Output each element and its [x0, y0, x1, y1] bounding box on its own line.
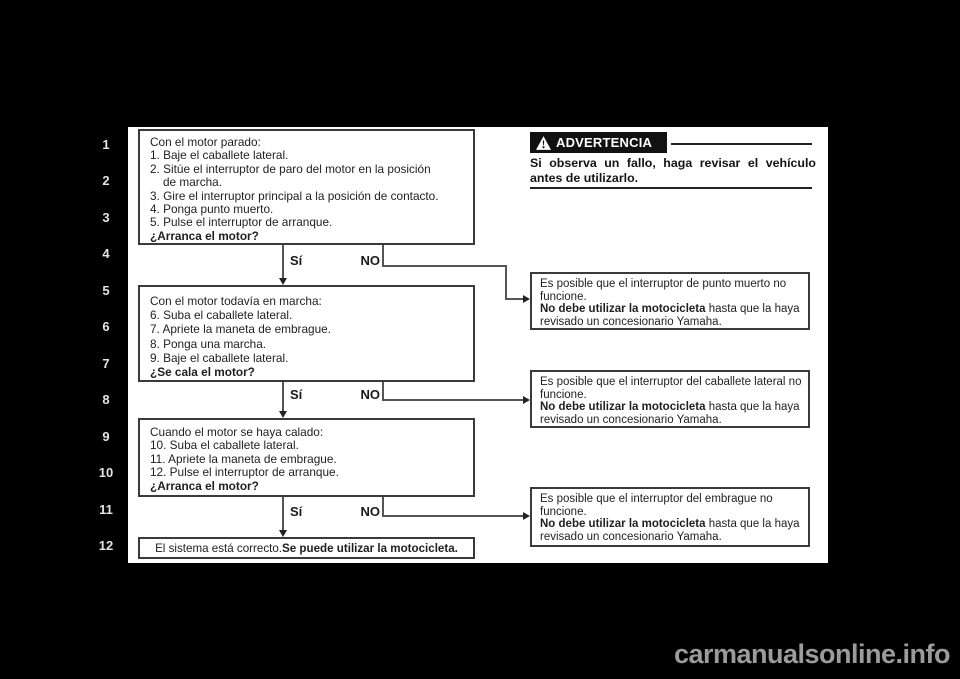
connector-yes-2	[282, 382, 284, 411]
chapter-tab-6: 6	[102, 319, 110, 335]
chapter-tab-8: 8	[102, 392, 110, 408]
connector-no-1a	[382, 245, 384, 267]
step-line: 8. Ponga una marcha.	[150, 336, 267, 351]
outcome-bold: No debe utilizar la motocicleta	[540, 518, 706, 531]
step-line: 7. Apriete la maneta de embrague.	[150, 322, 332, 337]
step-line: 2. Sitúe el interruptor de paro del motor en la posición	[150, 161, 431, 176]
chapter-tab-2: 2	[102, 173, 110, 189]
step-line: 3. Gire el interruptor principal a la posición de contacto.	[150, 188, 439, 203]
warning-rule-bottom	[530, 187, 812, 189]
warning-body: Si observa un fallo, haga revisar el vehículo antes de utilizarlo.	[530, 156, 816, 186]
arrow-right-icon	[523, 396, 530, 404]
warning-label: ADVERTENCIA	[556, 135, 653, 150]
connector-no-1c	[505, 265, 507, 300]
step-question: ¿Se cala el motor?	[150, 365, 255, 380]
connector-no-3b	[382, 515, 523, 517]
branch-label-yes-1: Sí	[290, 253, 303, 268]
step-line: 9. Baje el caballete lateral.	[150, 350, 289, 365]
step-line: Con el motor todavía en marcha:	[150, 294, 322, 308]
outcome-rest: hasta que la haya revisado un concesionario Yamaha.	[540, 303, 800, 328]
outcome-intro: Es posible que el interruptor de punto muerto no funcione.	[540, 278, 787, 303]
step-line: Con el motor parado:	[150, 135, 261, 149]
connector-yes-1	[282, 245, 284, 278]
result-text: El sistema está correcto.	[155, 541, 283, 555]
branch-label-yes-3: Sí	[290, 504, 303, 519]
branch-label-no-3: NO	[360, 504, 380, 519]
outcome-rest: hasta que la haya revisado un concesionario Yamaha.	[540, 518, 800, 543]
outcome-bold: No debe utilizar la motocicleta	[540, 303, 706, 316]
step-line: de marcha.	[163, 175, 223, 190]
branch-label-yes-2: Sí	[290, 387, 303, 402]
result-text-bold: Se puede utilizar la motocicleta.	[282, 541, 458, 555]
flow-step-box-engine-off	[138, 129, 475, 245]
chapter-tab-10: 10	[98, 465, 114, 481]
watermark: carmanualsonline.info	[673, 639, 950, 669]
chapter-tab-11: 11	[99, 501, 113, 517]
connector-yes-3	[282, 497, 284, 530]
arrow-right-icon	[523, 512, 530, 520]
arrow-down-icon	[279, 530, 287, 537]
chapter-tab-9: 9	[102, 428, 110, 444]
manual-page	[128, 127, 828, 563]
chapter-tab-3: 3	[102, 209, 110, 225]
branch-label-no-2: NO	[360, 387, 380, 402]
outcome-intro: Es posible que el interruptor del caballete lateral no funcione.	[540, 376, 802, 401]
chapter-tab-5: 5	[102, 282, 110, 298]
chapter-tab-4: 4	[102, 246, 110, 262]
warning-rule-top	[671, 143, 812, 145]
step-line: 4. Ponga punto muerto.	[150, 202, 274, 217]
outcome-bold: No debe utilizar la motocicleta	[540, 401, 706, 414]
flow-step-box-engine-stalled	[138, 418, 475, 497]
branch-label-no-1: NO	[360, 253, 380, 268]
outcome-intro: Es posible que el interruptor del embrague no funcione.	[540, 493, 773, 518]
step-line: Cuando el motor se haya calado:	[150, 425, 324, 439]
warning-header	[530, 132, 667, 153]
chapter-tab-1: 1	[102, 137, 110, 152]
outcome-box-clutch-switch	[530, 487, 810, 547]
connector-no-1b	[382, 265, 507, 267]
step-line: 1. Baje el caballete lateral.	[150, 148, 289, 163]
flow-step-box-engine-running	[138, 285, 475, 382]
outcome-box-sidestand-switch	[530, 370, 810, 428]
step-line: 10. Suba el caballete lateral.	[150, 438, 299, 453]
step-line: 11. Apriete la maneta de embrague.	[150, 451, 337, 466]
connector-no-3a	[382, 497, 384, 516]
step-question: ¿Arranca el motor?	[150, 478, 259, 493]
step-line: 6. Suba el caballete lateral.	[150, 308, 293, 323]
step-question: ¿Arranca el motor?	[150, 228, 259, 243]
connector-no-2b	[382, 399, 523, 401]
connector-no-1d	[505, 298, 523, 300]
chapter-tab-column	[90, 137, 122, 554]
warning-triangle-icon	[536, 136, 551, 150]
step-line: 5. Pulse el interruptor de arranque.	[150, 215, 333, 230]
flow-result-box	[138, 537, 475, 559]
chapter-tab-12: 12	[98, 537, 114, 553]
step-line: 12. Pulse el interruptor de arranque.	[150, 465, 339, 480]
arrow-right-icon	[523, 295, 530, 303]
outcome-rest: hasta que la haya revisado un concesionario Yamaha.	[540, 401, 800, 426]
arrow-down-icon	[279, 411, 287, 418]
chapter-tab-7: 7	[102, 355, 110, 371]
outcome-box-neutral-switch	[530, 272, 810, 330]
arrow-down-icon	[279, 278, 287, 285]
